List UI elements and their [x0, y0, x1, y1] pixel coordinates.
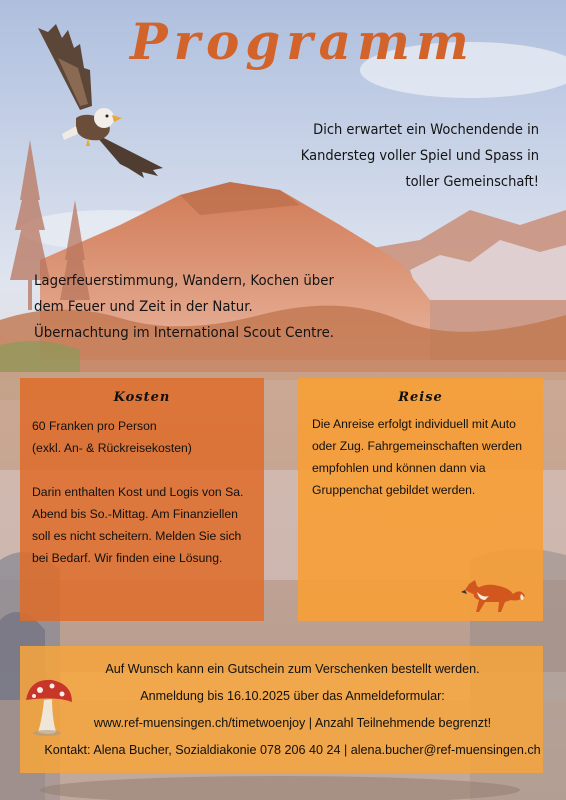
kosten-box: [20, 378, 264, 621]
description-line: dem Feuer und Zeit in der Natur.: [34, 299, 253, 315]
kosten-line: soll es nicht scheitern. Melden Sie sich: [32, 529, 242, 543]
page-title: Programm: [130, 12, 475, 71]
kosten-line: (exkl. An- & Rückreisekosten): [32, 441, 192, 455]
kosten-line: Darin enthalten Kost und Logis von Sa.: [32, 485, 244, 499]
reise-line: Die Anreise erfolgt individuell mit Auto: [312, 417, 516, 431]
footer-box: [20, 646, 543, 773]
footer-line: Kontakt: Alena Bucher, Sozialdiakonie 078 206 40 24 | alena.bucher@ref-muensingen.ch: [44, 743, 541, 757]
fox-illustration: [455, 572, 527, 614]
footer-text: [20, 656, 543, 764]
intro-text: [239, 117, 539, 195]
intro-line: Kandersteg voller Spiel und Spass in: [300, 148, 539, 164]
reise-line: Gruppenchat gebildet werden.: [312, 483, 476, 497]
footer-line: Anmeldung bis 16.10.2025 über das Anmeldeformular:: [140, 689, 445, 703]
description-line: Lagerfeuerstimmung, Wandern, Kochen über: [34, 273, 334, 289]
kosten-line: Abend bis So.-Mittag. Am Finanziellen: [32, 507, 238, 521]
reise-line: oder Zug. Fahrgemeinschaften werden: [312, 439, 523, 453]
intro-line: toller Gemeinschaft!: [405, 174, 539, 190]
kosten-title: Kosten: [113, 390, 171, 405]
kosten-line: 60 Franken pro Person: [32, 419, 157, 433]
kosten-line: bei Bedarf. Wir finden eine Lösung.: [32, 551, 223, 565]
reise-title: Reise: [398, 390, 443, 405]
description-line: Übernachtung im International Scout Centre.: [34, 325, 335, 341]
description-text: [34, 268, 365, 346]
reise-text: [298, 413, 543, 501]
mushroom-illustration: [22, 674, 76, 736]
reise-line: empfohlen und können dann via: [312, 461, 486, 475]
footer-line: www.ref-muensingen.ch/timetwoenjoy | Anzahl Teilnehmende begrenzt!: [93, 716, 492, 730]
kosten-text: [20, 415, 264, 569]
footer-line: Auf Wunsch kann ein Gutschein zum Verschenken bestellt werden.: [105, 662, 480, 676]
intro-line: Dich erwartet ein Wochendende in: [313, 122, 539, 138]
